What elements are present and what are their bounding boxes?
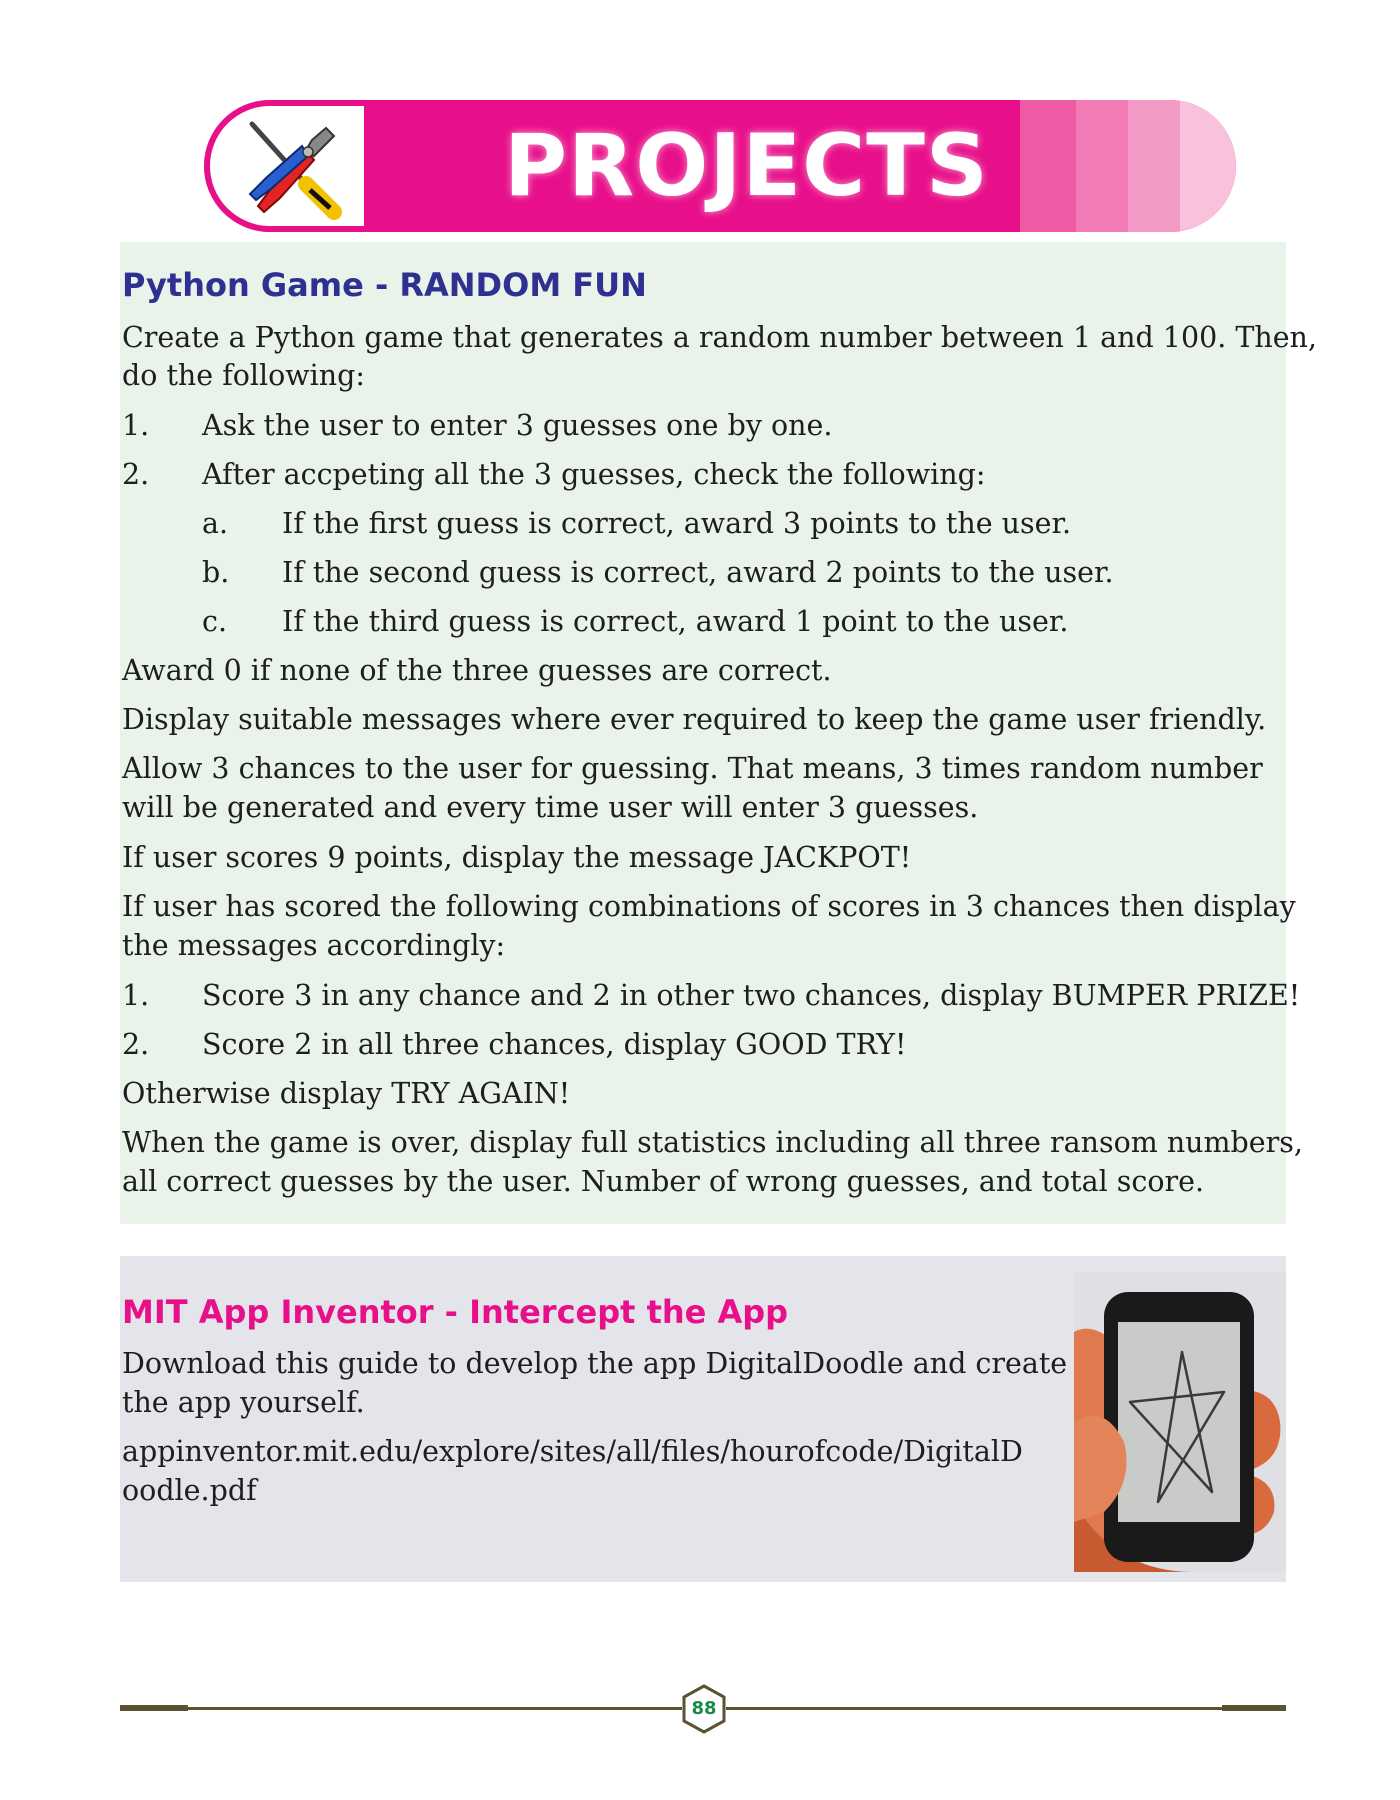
award-zero-text: Award 0 if none of the three guesses are correct. xyxy=(122,654,832,687)
guide-url[interactable]: oodle.pdf xyxy=(122,1474,257,1507)
statistics-text: When the game is over, display full statistics including all three ransom numbers, xyxy=(122,1126,1303,1159)
guide-url[interactable]: appinventor.mit.edu/explore/sites/all/files/hourofcode/DigitalD xyxy=(122,1435,1023,1468)
page-number: 88 xyxy=(691,1698,717,1719)
phone-star-drawing-icon xyxy=(1074,1272,1286,1572)
banner-stripe xyxy=(1020,100,1076,232)
footer-rule-right xyxy=(726,1707,1222,1710)
step-text: Ask the user to enter 3 guesses one by one. xyxy=(202,409,833,442)
otherwise-text: Otherwise display TRY AGAIN! xyxy=(122,1077,571,1110)
step-text: After accpeting all the 3 guesses, check the following: xyxy=(202,458,986,491)
display-messages-text: Display suitable messages where ever required to keep the game user friendly. xyxy=(122,703,1267,736)
footer-rule-left xyxy=(188,1707,682,1710)
statistics-text: all correct guesses by the user. Number of wrong guesses, and total score. xyxy=(122,1165,1205,1198)
combo-text: Score 2 in all three chances, display GOOD TRY! xyxy=(202,1028,907,1061)
combinations-text: If user has scored the following combinations of scores in 3 chances then display xyxy=(122,890,1296,923)
footer-rule-left-accent xyxy=(120,1705,188,1711)
combo-number: 2. xyxy=(122,1028,150,1061)
intro-text: do the following: xyxy=(122,359,366,392)
substep-text: If the third guess is correct, award 1 point to the user. xyxy=(282,605,1069,638)
chances-text: will be generated and every time user will enter 3 guesses. xyxy=(122,791,979,824)
combo-number: 1. xyxy=(122,979,150,1012)
chances-text: Allow 3 chances to the user for guessing. That means, 3 times random number xyxy=(122,752,1263,785)
banner-title: PROJECTS xyxy=(504,116,989,216)
substep-text: If the first guess is correct, award 3 points to the user. xyxy=(282,507,1072,540)
tools-badge xyxy=(204,100,370,232)
substep-letter: a. xyxy=(202,507,229,540)
intro-text: Create a Python game that generates a random number between 1 and 100. Then, xyxy=(122,321,1317,354)
app-description: Download this guide to develop the app DigitalDoodle and create xyxy=(122,1347,1068,1380)
combo-text: Score 3 in any chance and 2 in other two chances, display BUMPER PRIZE! xyxy=(202,979,1301,1012)
app-inventor-heading: MIT App Inventor - Intercept the App xyxy=(122,1293,789,1331)
jackpot-text: If user scores 9 points, display the message JACKPOT! xyxy=(122,841,912,874)
python-game-heading: Python Game - RANDOM FUN xyxy=(122,266,647,304)
combinations-text: the messages accordingly: xyxy=(122,929,506,962)
projects-banner xyxy=(204,100,1236,232)
substep-text: If the second guess is correct, award 2 points to the user. xyxy=(282,556,1114,589)
substep-letter: b. xyxy=(202,556,230,589)
phone-photo xyxy=(1074,1272,1286,1572)
footer-rule-right-accent xyxy=(1222,1705,1286,1711)
step-number: 1. xyxy=(122,409,150,442)
banner-stripe xyxy=(1180,100,1236,232)
tools-icon xyxy=(210,106,364,226)
banner-stripe xyxy=(1128,100,1180,232)
step-number: 2. xyxy=(122,458,150,491)
banner-stripe xyxy=(1076,100,1128,232)
app-description: the app yourself. xyxy=(122,1386,365,1419)
substep-letter: c. xyxy=(202,605,228,638)
